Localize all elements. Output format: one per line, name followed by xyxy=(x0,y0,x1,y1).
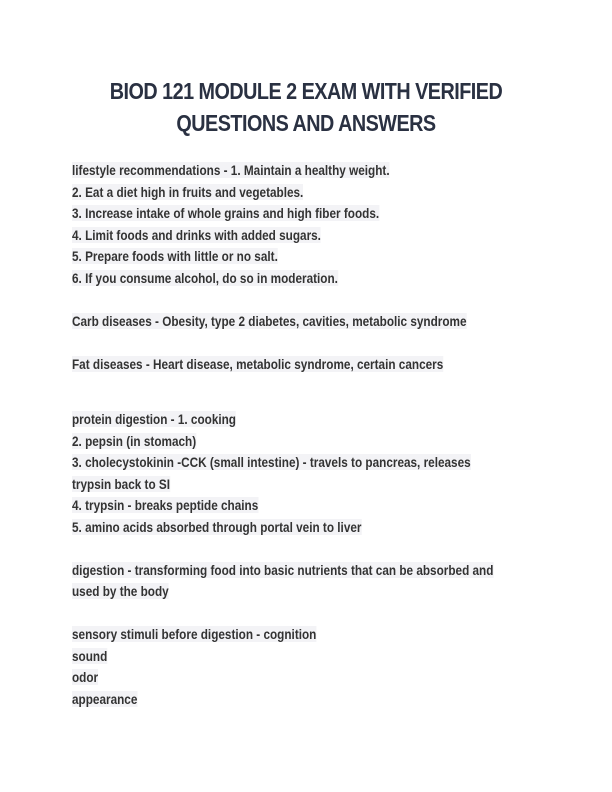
sensory-block xyxy=(72,624,552,710)
title-line-1: BIOD 121 MODULE 2 EXAM WITH VERIFIED xyxy=(109,78,503,104)
text-line: 2. Eat a diet high in fruits and vegetables. xyxy=(72,183,304,200)
text-line: 3. Increase intake of whole grains and high fiber foods. xyxy=(72,205,380,221)
text-line: lifestyle recommendations - 1. Maintain a healthy weight. xyxy=(72,162,390,178)
text-line: Carb diseases - Obesity, type 2 diabetes, cavities, metabolic syndrome xyxy=(72,312,467,329)
text-line: 4. trypsin - breaks peptide chains xyxy=(72,497,259,513)
text-line: 5. Prepare foods with little or no salt. xyxy=(72,248,278,264)
text-line: protein digestion - 1. cooking xyxy=(72,411,236,427)
text-line: 4. Limit foods and drinks with added sugars. xyxy=(72,226,321,243)
text-line: 6. If you consume alcohol, do so in moderation. xyxy=(72,269,338,286)
text-line: 2. pepsin (in stomach) xyxy=(72,432,197,449)
protein-block xyxy=(72,409,552,538)
text-line: odor xyxy=(72,669,99,685)
lifestyle-block xyxy=(72,160,552,289)
text-line: 5. amino acids absorbed through portal vein to liver xyxy=(72,518,362,535)
document-title xyxy=(94,75,517,139)
text-line: trypsin back to SI xyxy=(72,475,171,492)
text-line: Fat diseases - Heart disease, metabolic syndrome, certain cancers xyxy=(72,355,444,372)
fat-block xyxy=(72,354,552,376)
title-line-2: QUESTIONS AND ANSWERS xyxy=(176,110,436,136)
text-line: sound xyxy=(72,647,108,664)
text-line: used by the body xyxy=(72,583,169,599)
text-line: digestion - transforming food into basic nutrients that can be absorbed and xyxy=(72,561,494,578)
text-line: sensory stimuli before digestion - cognition xyxy=(72,626,317,642)
digestion-block xyxy=(72,560,552,603)
carb-block xyxy=(72,311,552,333)
document-body xyxy=(72,160,552,710)
text-line: appearance xyxy=(72,690,138,707)
text-line: 3. cholecystokinin -CCK (small intestine) - travels to pancreas, releases xyxy=(72,454,471,470)
